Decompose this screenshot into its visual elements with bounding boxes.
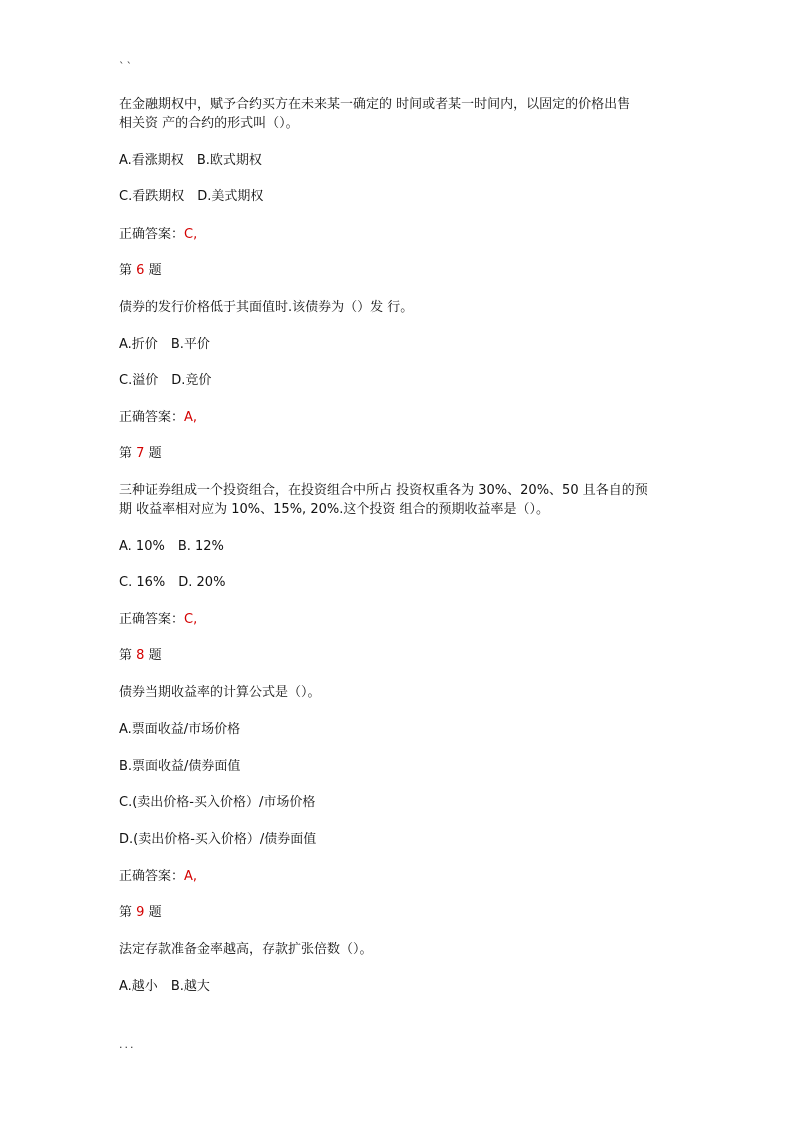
q6-options-cd: [119, 372, 211, 390]
q9-option-b: B.越大: [170, 979, 210, 994]
q7-answer: [119, 611, 197, 629]
q8-number: 8: [136, 648, 145, 663]
q5-option-a: A.看涨期权: [119, 153, 184, 168]
q7-answer-label: 正确答案：: [119, 612, 185, 627]
q8-option-a: A.票面收益/市场价格: [119, 722, 241, 737]
q7-heading-prefix: 第: [119, 446, 133, 461]
q9-heading: [119, 904, 162, 922]
q7-option-b: B. 12%: [177, 539, 224, 554]
q6-option-b: B.平价: [170, 337, 210, 352]
q7-option-c: C. 16%: [119, 575, 166, 590]
q6-heading-suffix: 题: [148, 263, 162, 278]
q8-answer-label: 正确答案：: [119, 869, 185, 884]
q5-stem-line-1: 在金融期权中，赋予合约买方在未来某一确定的 时间或者某一时间内，以固定的价格出售: [119, 97, 631, 112]
q9-number: 9: [136, 905, 145, 920]
q6-answer-label: 正确答案：: [119, 410, 185, 425]
q7-answer-value: C,: [184, 612, 198, 627]
q8-heading-suffix: 题: [148, 648, 162, 663]
q9-heading-suffix: 题: [148, 905, 162, 920]
q7-stem-line-1: 三种证券组成一个投资组合，在投资组合中所占 投资权重各为 30%、20%、50 且各自的预: [119, 483, 648, 498]
q7-heading-suffix: 题: [148, 446, 162, 461]
q7-option-a: A. 10%: [119, 539, 165, 554]
q7-stem-line-2: 期 收益率相对应为 10%、15%, 20%.这个投资 组合的预期收益率是（）。: [119, 502, 549, 517]
q6-heading: [119, 262, 162, 280]
q8-stem-line-1: 债券当期收益率的计算公式是（）。: [119, 685, 321, 700]
q5-option-c: C.看跌期权: [119, 189, 185, 204]
q5-answer-label: 正确答案：: [119, 227, 185, 242]
q5-option-b: B.欧式期权: [196, 153, 262, 168]
q9-options-ab: [119, 978, 210, 996]
q7-number: 7: [136, 446, 145, 461]
footer-mark: ...: [119, 1038, 136, 1051]
q7-option-d: D. 20%: [178, 575, 226, 590]
q8-answer: [119, 868, 197, 886]
q6-stem-line-1: 债券的发行价格低于其面值时.该债券为（）发 行。: [119, 300, 414, 315]
q5-answer-value: C,: [184, 227, 198, 242]
q6-option-a: A.折价: [119, 337, 158, 352]
q5-options-ab: [119, 152, 262, 170]
q9-stem-line-1: 法定存款准备金率越高，存款扩张倍数（）。: [119, 942, 373, 957]
q6-heading-prefix: 第: [119, 263, 133, 278]
q7-options-cd: [119, 574, 225, 592]
q6-number: 6: [136, 263, 145, 278]
q9-option-a: A.越小: [119, 979, 158, 994]
q9-heading-prefix: 第: [119, 905, 133, 920]
q6-answer-value: A,: [184, 410, 198, 425]
q8-heading-prefix: 第: [119, 648, 133, 663]
q8-heading: [119, 647, 162, 665]
q6-option-c: C.溢价: [119, 373, 159, 388]
q5-options-cd: [119, 188, 263, 206]
q6-options-ab: [119, 336, 210, 354]
q8-option-c: C.(卖出价格-买入价格）/市场价格: [119, 795, 316, 810]
q5-answer: [119, 226, 197, 244]
q5-stem-line-2: 相关资 产的合约的形式叫（）。: [119, 116, 299, 131]
q7-heading: [119, 445, 162, 463]
header-mark: ``: [119, 60, 134, 73]
q6-option-d: D.竞价: [171, 373, 212, 388]
q8-option-d: D.(卖出价格-买入价格）/债券面值: [119, 832, 317, 847]
q8-option-b: B.票面收益/债券面值: [119, 759, 241, 774]
q6-answer: [119, 409, 197, 427]
q5-option-d: D.美式期权: [197, 189, 264, 204]
q8-answer-value: A,: [184, 869, 198, 884]
q7-options-ab: [119, 538, 224, 556]
